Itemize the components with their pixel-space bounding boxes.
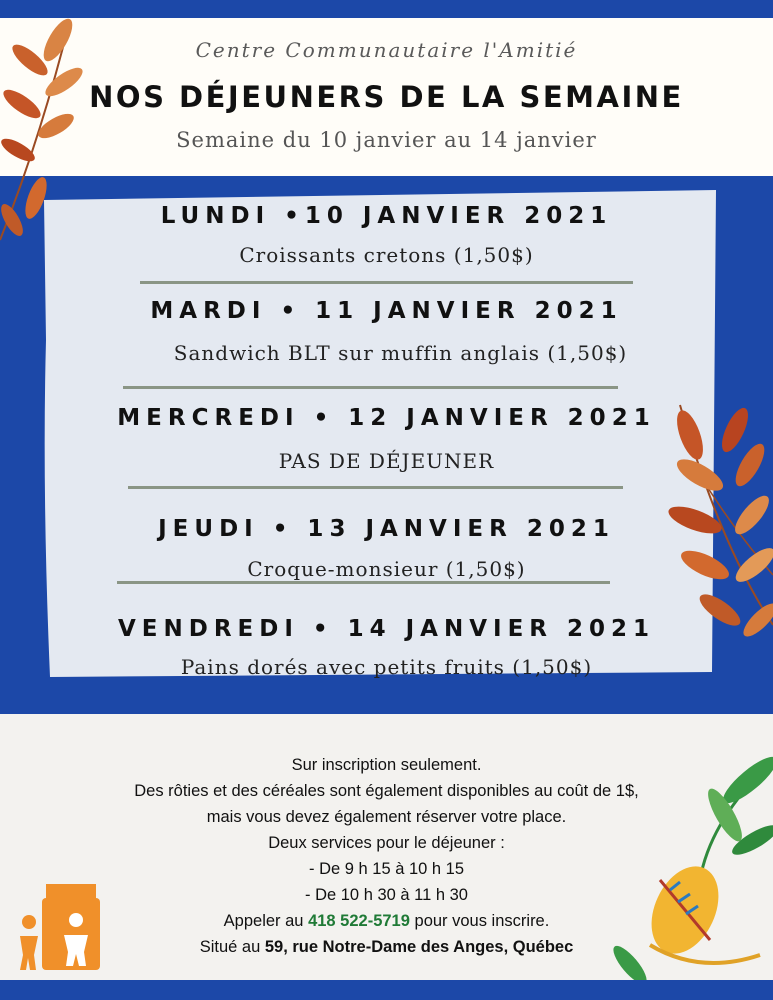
meal-wednesday: PAS DE DÉJEUNER bbox=[278, 449, 495, 473]
day-heading-wednesday: MERCREDI • 12 JANVIER 2021 bbox=[117, 405, 656, 431]
call-line bbox=[0, 908, 773, 934]
divider bbox=[123, 386, 618, 389]
bottom-strip bbox=[0, 980, 773, 1000]
address-line bbox=[0, 934, 773, 960]
meal-thursday: Croque-monsieur (1,50$) bbox=[247, 557, 526, 581]
info-line: Sur inscription seulement. bbox=[291, 756, 482, 774]
schedule-line: - De 9 h 15 à 10 h 15 bbox=[308, 860, 465, 878]
address-prefix: Situé au bbox=[199, 938, 261, 956]
day-heading-thursday: JEUDI • 13 JANVIER 2021 bbox=[158, 516, 615, 542]
meal-tuesday: Sandwich BLT sur muffin anglais (1,50$) bbox=[173, 341, 628, 365]
address: 59, rue Notre-Dame des Anges, Québec bbox=[264, 938, 574, 956]
info-line: Deux services pour le déjeuner : bbox=[268, 834, 505, 852]
autumn-branch-right-icon bbox=[660, 395, 773, 660]
meal-friday: Pains dorés avec petits fruits (1,50$) bbox=[180, 655, 593, 679]
organization-logo-icon bbox=[12, 880, 102, 972]
phone-number[interactable]: 418 522-5719 bbox=[308, 912, 410, 930]
info-line: mais vous devez également réserver votre place. bbox=[206, 808, 567, 826]
divider bbox=[117, 581, 610, 584]
call-suffix: pour vous inscrire. bbox=[414, 912, 550, 930]
organization-name: Centre Communautaire l'Amitié bbox=[195, 38, 578, 62]
registration-info bbox=[0, 752, 773, 960]
call-prefix: Appeler au bbox=[223, 912, 304, 930]
day-heading-monday: LUNDI •10 JANVIER 2021 bbox=[160, 203, 613, 229]
day-heading-tuesday: MARDI • 11 JANVIER 2021 bbox=[150, 298, 623, 324]
info-line: Des rôties et des céréales sont également disponibles au coût de 1$, bbox=[134, 782, 639, 800]
week-range: Semaine du 10 janvier au 14 janvier bbox=[176, 128, 597, 152]
schedule-line: - De 10 h 30 à 11 h 30 bbox=[305, 886, 468, 904]
meal-monday: Croissants cretons (1,50$) bbox=[239, 243, 534, 267]
divider bbox=[140, 281, 633, 284]
day-heading-friday: VENDREDI • 14 JANVIER 2021 bbox=[117, 616, 656, 642]
page-title: NOS DÉJEUNERS DE LA SEMAINE bbox=[89, 80, 684, 114]
divider bbox=[128, 486, 623, 489]
